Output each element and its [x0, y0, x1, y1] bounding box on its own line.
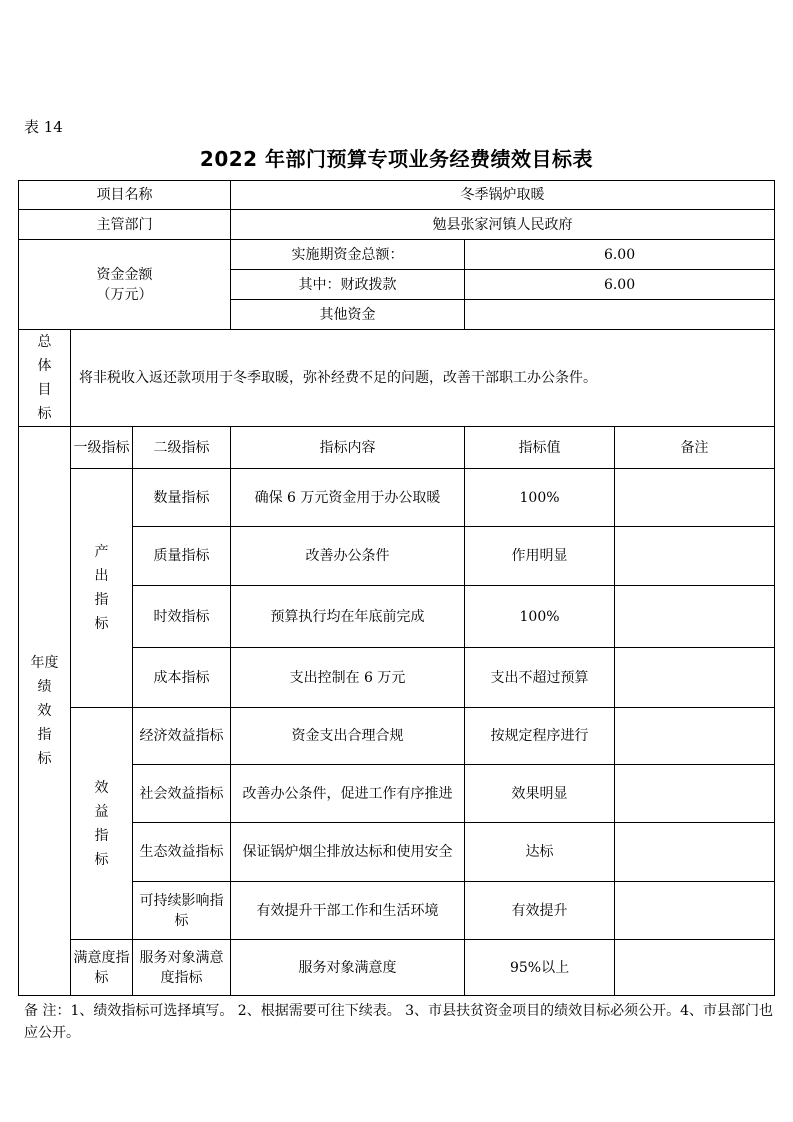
remark-cell: [615, 882, 775, 940]
annual-indicator-label: 年度 绩 效 指 标: [19, 427, 71, 996]
level2-cell: 数量指标: [133, 469, 231, 527]
content-cell: 改善办公条件: [231, 527, 465, 586]
footnote: 备 注：1、绩效指标可选择填写。 2、根据需要可往下续表。 3、市县扶贫资金项目的绩效目标必须公开。4、市县部门也应公开。: [24, 1003, 773, 1041]
content-cell: 确保 6 万元资金用于办公取暖: [231, 469, 465, 527]
project-name-label: 项目名称: [19, 181, 231, 210]
project-name-value: 冬季锅炉取暖: [231, 181, 775, 210]
overall-goal-label: 总 体 目 标: [19, 330, 71, 427]
fund-finance-value: 6.00: [465, 270, 775, 300]
content-cell: 服务对象满意度: [231, 940, 465, 996]
remark-cell: [615, 823, 775, 882]
value-cell: 有效提升: [465, 882, 615, 940]
content-cell: 保证锅炉烟尘排放达标和使用安全: [231, 823, 465, 882]
header-content: 指标内容: [231, 427, 465, 469]
table-number: 表 14: [24, 118, 63, 136]
project-name-row: [19, 181, 775, 210]
fund-finance-label: 其中：财政拨款: [231, 270, 465, 300]
level2-cell: 成本指标: [133, 648, 231, 708]
level2-cell: 质量指标: [133, 527, 231, 586]
header-level2: 二级指标: [133, 427, 231, 469]
value-cell: 100%: [465, 469, 615, 527]
indicator-header-row: [19, 427, 775, 469]
header-value: 指标值: [465, 427, 615, 469]
fund-amount-label-line1: 资金金额: [96, 266, 153, 283]
content-cell: 有效提升干部工作和生活环境: [231, 882, 465, 940]
header-remark: 备注: [615, 427, 775, 469]
department-row: [19, 210, 775, 240]
table-row: [19, 882, 775, 940]
value-cell: 达标: [465, 823, 615, 882]
remark-cell: [615, 765, 775, 823]
remark-cell: [615, 940, 775, 996]
table-row: [19, 765, 775, 823]
header-level1: 一级指标: [71, 427, 133, 469]
content-cell: 预算执行均在年底前完成: [231, 586, 465, 648]
table-row: [19, 940, 775, 996]
level2-cell: 时效指标: [133, 586, 231, 648]
content-cell: 支出控制在 6 万元: [231, 648, 465, 708]
fund-total-row: [19, 240, 775, 270]
output-indicator-label: 产 出 指 标: [71, 469, 133, 708]
table-row: [19, 648, 775, 708]
department-value: 勉县张家河镇人民政府: [231, 210, 775, 240]
table-row: [19, 708, 775, 765]
table-row: [19, 586, 775, 648]
content-cell: 改善办公条件，促进工作有序推进: [231, 765, 465, 823]
table-row: [19, 527, 775, 586]
value-cell: 作用明显: [465, 527, 615, 586]
fund-amount-label: [19, 240, 231, 330]
fund-amount-label-line2: （万元）: [96, 286, 153, 303]
content-cell: 资金支出合理合规: [231, 708, 465, 765]
remark-cell: [615, 648, 775, 708]
level2-cell: 生态效益指标: [133, 823, 231, 882]
department-label: 主管部门: [19, 210, 231, 240]
value-cell: 100%: [465, 586, 615, 648]
level2-cell: 经济效益指标: [133, 708, 231, 765]
benefit-indicator-label: 效 益 指 标: [71, 708, 133, 940]
fund-other-value: [465, 300, 775, 330]
value-cell: 效果明显: [465, 765, 615, 823]
satisfaction-level1-cell: 满意度指标: [71, 940, 133, 996]
fund-total-value: 6.00: [465, 240, 775, 270]
remark-cell: [615, 527, 775, 586]
overall-goal-row: [19, 330, 775, 427]
fund-other-label: 其他资金: [231, 300, 465, 330]
table-row: [19, 469, 775, 527]
remark-cell: [615, 708, 775, 765]
remark-cell: [615, 586, 775, 648]
value-cell: 按规定程序进行: [465, 708, 615, 765]
value-cell: 95%以上: [465, 940, 615, 996]
fund-total-label: 实施期资金总额：: [231, 240, 465, 270]
performance-target-table: [18, 180, 775, 996]
level2-cell: 可持续影响指标: [133, 882, 231, 940]
remark-cell: [615, 469, 775, 527]
value-cell: 支出不超过预算: [465, 648, 615, 708]
table-row: [19, 823, 775, 882]
level2-cell: 服务对象满意度指标: [133, 940, 231, 996]
level2-cell: 社会效益指标: [133, 765, 231, 823]
overall-goal-text: 将非税收入返还款项用于冬季取暖，弥补经费不足的问题，改善干部职工办公条件。: [71, 330, 775, 427]
page-title: 2022 年部门预算专项业务经费绩效目标表: [199, 147, 594, 171]
